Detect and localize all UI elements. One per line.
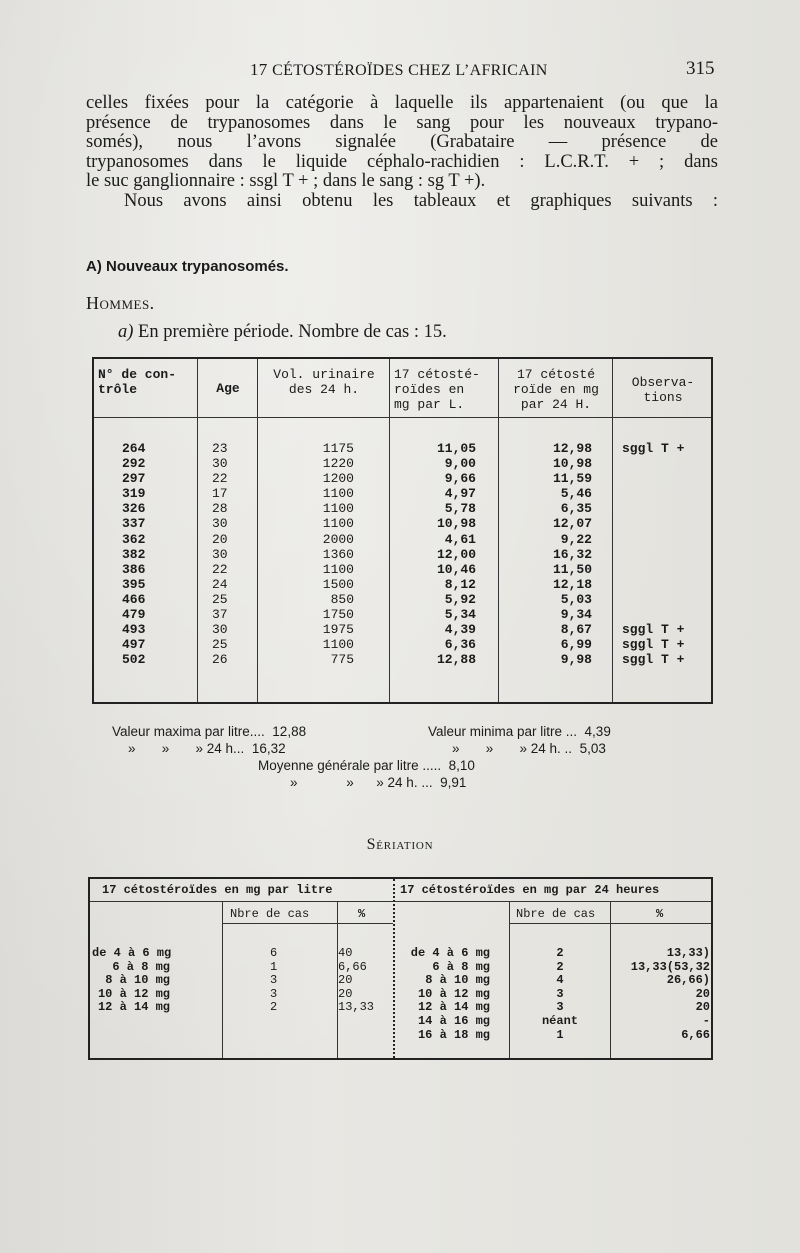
cell-age: 30 (212, 546, 228, 562)
cell-pct: 13,33) (666, 946, 710, 960)
cell-mg-l: 11,05 (436, 441, 476, 456)
header-volume: Vol. urinaire des 24 h. (273, 367, 375, 397)
subsection-heading: Hommes. (86, 293, 155, 313)
cell-observation (622, 516, 684, 531)
right-pct-header: % (656, 907, 664, 921)
running-title: 17 CÉTOSTÉROÏDES CHEZ L’AFRICAIN (250, 60, 548, 79)
cell-mg-l: 12,00 (436, 546, 476, 562)
cell-age: 23 (212, 441, 228, 456)
cell-mg-24h: 9,34 (560, 607, 592, 623)
cell-mg-l: 4,61 (444, 531, 476, 547)
cell-range: 10 à 12 mg (417, 986, 490, 1001)
cell-range: 6 à 8 mg (112, 959, 170, 974)
column-mg-24h (532, 441, 592, 667)
cell-volume: 1750 (322, 607, 354, 623)
cell-age: 37 (212, 607, 228, 623)
cell-observation (622, 607, 684, 622)
cell-controle: 493 (122, 622, 146, 638)
cell-controle: 479 (122, 607, 146, 623)
right-ranges (396, 947, 490, 1042)
cell-range: 8 à 10 mg (425, 973, 490, 988)
right-nbre (520, 947, 600, 1042)
header-mg-l: 17 cétosté- roïdes en mg par L. (394, 367, 480, 412)
cell-pct: 13,33(53,32 (630, 959, 710, 974)
cell-volume: 1100 (322, 516, 354, 532)
cell-nbre: 3 (556, 1000, 564, 1015)
cell-volume: 1100 (322, 501, 354, 517)
header-controle: N° de con- trôle (98, 367, 177, 397)
cell-mg-l: 10,98 (436, 516, 476, 532)
cell-volume: 1100 (322, 637, 354, 653)
cell-range: 10 à 12 mg (97, 986, 170, 1001)
cell-mg-l: 8,12 (444, 576, 476, 592)
cell-age: 26 (212, 652, 228, 668)
cell-age: 25 (212, 637, 228, 653)
cell-observation (622, 547, 684, 562)
cell-nbre: 2 (270, 1000, 278, 1015)
cell-age: 30 (212, 622, 228, 638)
cell-nbre: 3 (270, 986, 278, 1001)
cell-controle: 292 (122, 456, 146, 472)
cell-mg-24h: 5,03 (560, 591, 592, 607)
cell-mg-24h: 8,67 (560, 622, 592, 638)
cell-age: 22 (212, 561, 228, 577)
cell-pct: 26,66) (666, 973, 710, 988)
cell-mg-24h: 12,18 (552, 576, 592, 592)
cell-volume: 1500 (322, 576, 354, 592)
cell-mg-l: 4,39 (444, 622, 476, 638)
cell-nbre: 6 (270, 946, 278, 960)
cell-controle: 319 (122, 486, 146, 502)
cell-controle: 362 (122, 531, 146, 547)
cell-range: 14 à 16 mg (417, 1013, 490, 1028)
cell-observation (622, 562, 684, 577)
cell-mg-l: 6,36 (444, 637, 476, 653)
cell-controle: 395 (122, 576, 146, 592)
cell-age: 24 (212, 576, 228, 592)
running-header (0, 58, 800, 82)
cell-nbre: 2 (556, 946, 564, 960)
cell-pct: 20 (695, 1000, 710, 1015)
cell-nbre: 4 (556, 973, 564, 988)
cell-mg-l: 10,46 (436, 561, 476, 577)
stat-max-24h: » » » 24 h... 16,32 (128, 741, 286, 756)
cell-mg-l: 4,97 (444, 486, 476, 502)
column-mg-l (416, 441, 476, 667)
column-volume (304, 441, 354, 667)
cell-volume: 1175 (322, 441, 354, 456)
cell-mg-24h: 10,98 (552, 456, 592, 472)
cell-volume: 1220 (322, 456, 354, 472)
header-mg-24h: 17 cétosté roïde en mg par 24 H. (513, 367, 599, 412)
intro-paragraph (86, 94, 718, 212)
cell-mg-24h: 9,98 (560, 652, 592, 668)
cell-controle: 297 (122, 471, 146, 487)
cell-age: 17 (212, 486, 228, 502)
cell-controle: 386 (122, 561, 146, 577)
cell-mg-24h: 11,59 (552, 471, 592, 487)
stat-max-litre: Valeur maxima par litre.... 12,88 (112, 724, 307, 739)
cell-volume: 1975 (322, 622, 354, 638)
cell-mg-l: 9,00 (444, 456, 476, 472)
right-title: 17 cétostéroïdes en mg par 24 heures (400, 883, 660, 897)
section-heading: A) Nouveaux trypanosomés. (86, 258, 289, 275)
cell-controle: 326 (122, 501, 146, 517)
cell-pct: 20 (695, 986, 710, 1001)
cell-mg-l: 5,92 (444, 591, 476, 607)
left-title: 17 cétostéroïdes en mg par litre (102, 883, 333, 897)
right-pct (614, 947, 710, 1042)
cell-observation: sggl T + (622, 441, 685, 456)
cell-controle: 264 (122, 441, 146, 456)
cell-mg-l: 12,88 (436, 652, 476, 668)
cell-nbre: 1 (556, 1027, 564, 1042)
cell-observation (622, 577, 684, 592)
cell-mg-24h: 11,50 (552, 561, 592, 577)
left-pct-header: % (358, 907, 366, 921)
cell-controle: 337 (122, 516, 146, 532)
cell-range: 8 à 10 mg (105, 973, 170, 988)
cell-controle: 382 (122, 546, 146, 562)
cell-volume: 2000 (322, 531, 354, 547)
cell-observation (622, 501, 684, 516)
stat-min-24h: » » » 24 h. .. 5,03 (452, 741, 606, 756)
stat-min-litre: Valeur minima par litre ... 4,39 (428, 724, 611, 739)
stat-moyenne-litre: Moyenne générale par litre ..... 8,10 (258, 758, 475, 773)
column-observations (622, 441, 684, 667)
cell-pct: 6,66 (681, 1027, 710, 1042)
cell-mg-l: 5,78 (444, 501, 476, 517)
cell-observation (622, 592, 684, 607)
cell-age: 25 (212, 591, 228, 607)
cell-range: 16 à 18 mg (417, 1027, 490, 1042)
cell-pct: - (702, 1013, 710, 1028)
period-line: a) En première période. Nombre de cas : 15. (118, 322, 447, 342)
cell-mg-24h: 6,99 (560, 637, 592, 653)
cell-pct: 13,33 (338, 1000, 375, 1015)
cell-age: 20 (212, 531, 228, 547)
column-controle (122, 441, 145, 667)
stat-moyenne-24h: » » » 24 h. ... 9,91 (290, 775, 467, 790)
cell-observation: sggl T + (622, 652, 685, 668)
cell-mg-24h: 9,22 (560, 531, 592, 547)
page-number: 315 (686, 58, 715, 79)
cell-nbre: 1 (270, 959, 278, 974)
intro-line: celles fixées pour la catégorie à laquelle ils appartenaient (ou que la (86, 93, 718, 113)
intro-line: trypanosomes dans le liquide céphalo-rachidien : L.C.R.T. + ; dans (86, 151, 718, 172)
cell-observation (622, 532, 684, 547)
cell-volume: 1200 (322, 471, 354, 487)
cell-age: 30 (212, 516, 228, 532)
cell-mg-24h: 6,35 (560, 501, 592, 517)
cell-observation: sggl T + (622, 637, 685, 653)
cell-mg-24h: 12,98 (552, 441, 592, 456)
cell-controle: 466 (122, 591, 146, 607)
cell-pct: 6,66 (338, 959, 367, 974)
cell-pct: 20 (338, 986, 353, 1001)
cell-mg-24h: 16,32 (552, 546, 592, 562)
right-nbre-header: Nbre de cas (516, 907, 596, 921)
cell-age: 28 (212, 501, 228, 517)
intro-line: somés), nous l’avons signalée (Grabataire — présence de (86, 132, 718, 153)
results-table (92, 357, 713, 704)
cell-pct: 20 (338, 973, 353, 988)
header-age: Age (216, 381, 240, 396)
seriation-heading: Sériation (366, 836, 434, 853)
left-nbre-header: Nbre de cas (230, 907, 310, 921)
cell-observation (622, 456, 684, 471)
cell-nbre: 3 (556, 986, 564, 1001)
cell-nbre: 3 (270, 973, 278, 988)
cell-range: de 4 à 6 mg (92, 946, 172, 960)
cell-range: de 4 à 6 mg (410, 946, 490, 960)
cell-age: 30 (212, 456, 228, 472)
intro-second-line: Nous avons ainsi obtenu les tableaux et graphiques suivants : (124, 190, 718, 211)
cell-range: 12 à 14 mg (97, 1000, 170, 1015)
cell-volume: 1100 (322, 486, 354, 502)
left-nbre (270, 947, 277, 1015)
cell-mg-24h: 5,46 (560, 486, 592, 502)
intro-line: présence de trypanosomes dans le sang pour les nouveaux trypano- (86, 112, 718, 133)
cell-volume: 1360 (322, 546, 354, 562)
column-age (212, 441, 228, 667)
cell-volume: 775 (330, 652, 354, 668)
header-observations: Observa- tions (631, 375, 695, 405)
cell-volume: 850 (330, 591, 354, 607)
intro-line: le suc ganglionnaire : ssgl T + ; dans le sang : sg T +). (86, 171, 486, 192)
cell-mg-l: 5,34 (444, 607, 476, 623)
cell-pct: 40 (338, 946, 353, 960)
left-ranges (92, 947, 170, 1015)
cell-mg-l: 9,66 (444, 471, 476, 487)
left-pct (338, 947, 386, 1015)
cell-nbre: 2 (556, 959, 564, 974)
seriation-table (88, 877, 713, 1060)
cell-observation (622, 486, 684, 501)
cell-observation (622, 471, 684, 486)
cell-age: 22 (212, 471, 228, 487)
cell-range: 12 à 14 mg (417, 1000, 490, 1015)
cell-range: 6 à 8 mg (432, 959, 490, 974)
cell-volume: 1100 (322, 561, 354, 577)
cell-observation: sggl T + (622, 622, 685, 638)
cell-nbre: néant (541, 1013, 578, 1028)
cell-controle: 497 (122, 637, 146, 653)
cell-controle: 502 (122, 652, 146, 668)
cell-mg-24h: 12,07 (552, 516, 592, 532)
